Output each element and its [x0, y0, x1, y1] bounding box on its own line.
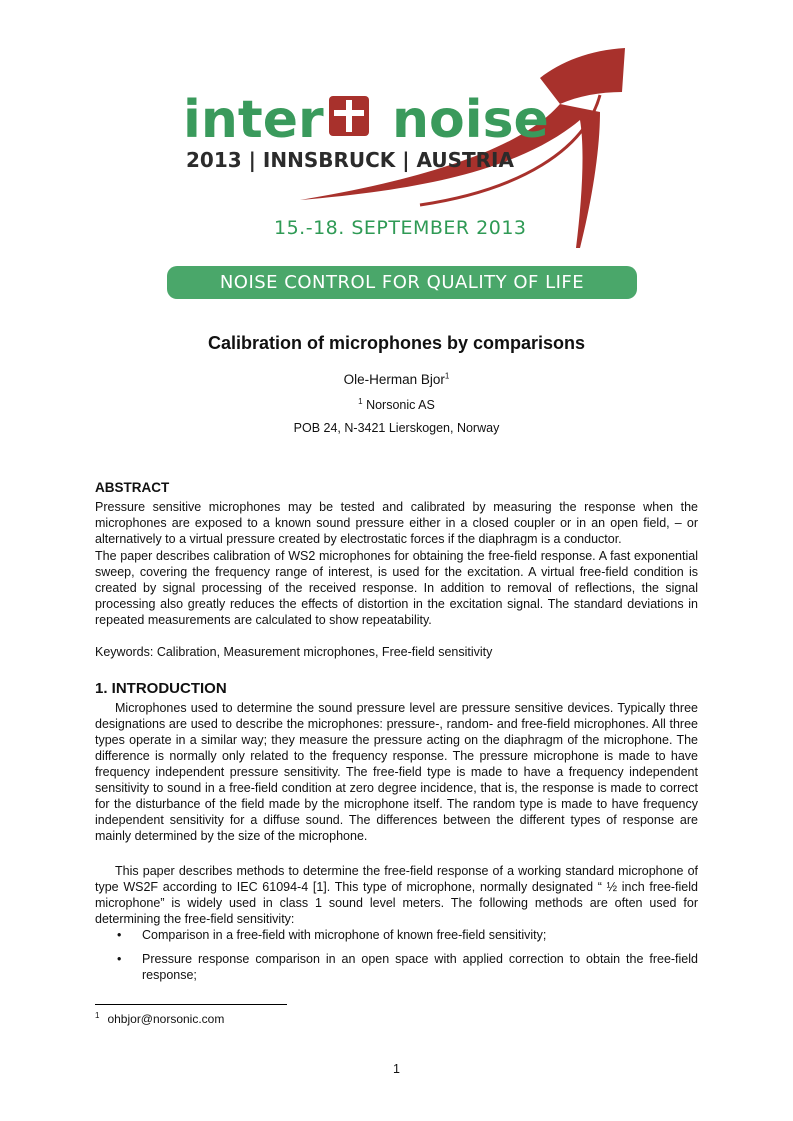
conference-logo [0, 0, 793, 310]
conference-dates: 15.-18. SEPTEMBER 2013 [274, 217, 527, 239]
page-number: 1 [393, 1062, 400, 1076]
keywords-line: Keywords: Calibration, Measurement microphones, Free-field sensitivity [95, 645, 493, 659]
list-item [95, 951, 698, 983]
footnote-mark: 1 [95, 1011, 100, 1020]
list-item-text: Pressure response comparison in an open space with applied correction to obtain the free-field response; [142, 952, 698, 982]
logo-inter-text: inter [183, 90, 324, 150]
abstract-paragraph-1: Pressure sensitive microphones may be tested and calibrated by measuring the response when the microphones are exposed to a known sound pressure either in a closed coupler or in an open field, – or alternatively to a virtual pressure created by electrostatic forces if the diaphragm is a conductor. [95, 500, 698, 546]
author-footnote-mark: 1 [444, 371, 450, 381]
paper-title: Calibration of microphones by comparisons [207, 333, 586, 353]
affiliation-mark: 1 [358, 396, 363, 406]
bullet-icon: • [117, 952, 122, 966]
introduction-paragraph-2: This paper describes methods to determine the free-field response of a working standard microphone of type WS2F according to IEC 61094-4 [1]. This type of microphone, normally designated “ ½ inch free-field microphone” is widely used in class 1 sound level meters. The following methods are often used for determining the free-field sensitivity: [95, 864, 698, 926]
bullet-icon: • [117, 928, 122, 942]
affiliation-name: Norsonic AS [366, 398, 435, 412]
footnote-email: ohbjor@norsonic.com [107, 1012, 225, 1026]
footnote-divider [95, 1004, 287, 1005]
methods-list [95, 927, 698, 991]
section-heading-introduction: 1. INTRODUCTION [95, 680, 227, 697]
logo-noise-text: noise [392, 90, 549, 150]
abstract-heading: ABSTRACT [95, 480, 170, 495]
affiliation-line [0, 398, 793, 412]
introduction-paragraph-1: Microphones used to determine the sound pressure level are pressure sensitive devices. Typically three designations are used to describe the microphones: pressure-, random- and free-field microphones. All three types operate in a similar way; they measure the pressure acting on the diaphragm of the microphone. The difference is normally only related to the frequency response. The pressure microphone is made to have frequency independent pressure sensitivity. The free-field type is made to have a frequency independent sensitivity to sound in a free-field condition at zero degree incidence, that is, the response is made to correct for the disturbance of the field made by the microphone itself. The random type is made to have frequency independent sensitivity for a diffuse sound. The differences between the different types of response are mainly determined by the size of the microphone. [95, 701, 698, 843]
abstract-paragraph-2: The paper describes calibration of WS2 microphones for obtaining the free-field response. A fast exponential sweep, covering the frequency range of interest, is used for the excitation. A virtual free-field condition is created by signal processing of the received response. In addition to removal of reflections, the signal processing also greatly reduces the effects of distortion in the excitation signal. The standard deviations in repeated measurements are calculated to show repeatability. [95, 549, 698, 627]
logo-emblem-icon [329, 96, 369, 136]
logo-subtitle: 2013 | INNSBRUCK | AUSTRIA [186, 148, 514, 172]
conference-theme-banner: NOISE CONTROL FOR QUALITY OF LIFE [167, 266, 637, 299]
list-item [95, 927, 698, 943]
logo-swoosh-icon [540, 48, 625, 104]
author-name: Ole-Herman Bjor [343, 372, 445, 387]
author-line [0, 372, 793, 387]
list-item-text: Comparison in a free-field with microphone of known free-field sensitivity; [142, 928, 547, 942]
author-address: POB 24, N-3421 Lierskogen, Norway [293, 421, 500, 435]
footnote [95, 1012, 224, 1026]
conference-logo-graphic [0, 0, 793, 310]
